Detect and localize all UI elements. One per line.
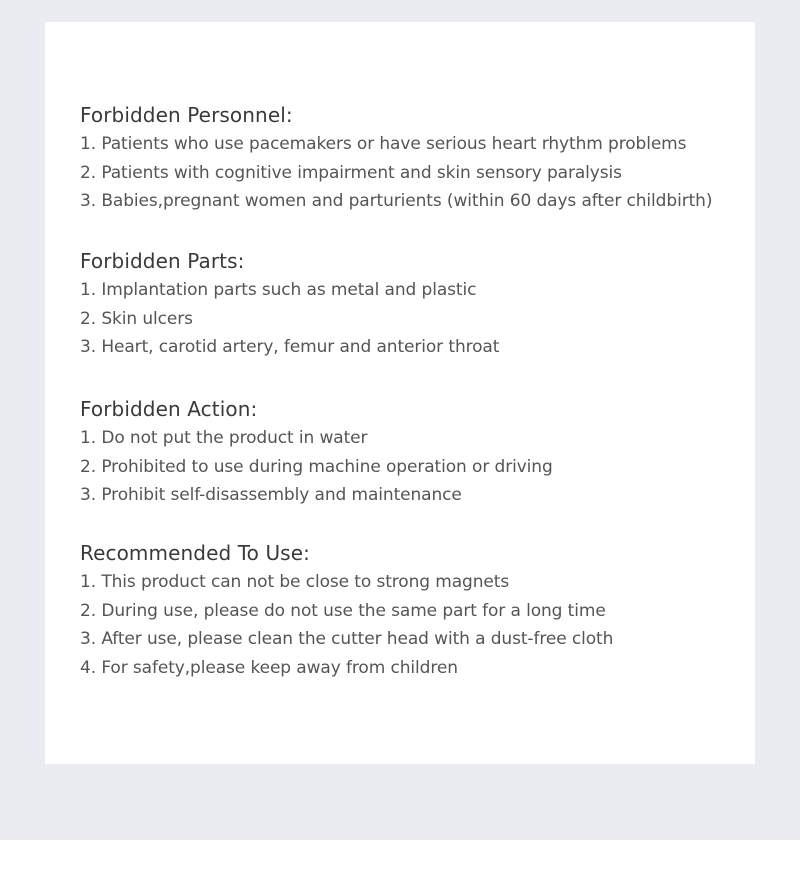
list-item: 3. Prohibit self-disassembly and maintenance: [80, 485, 462, 505]
list-item: 1. Do not put the product in water: [80, 428, 368, 448]
list-item: 1. Patients who use pacemakers or have serious heart rhythm problems: [80, 134, 687, 154]
list-item: 2. Patients with cognitive impairment and skin sensory paralysis: [80, 162, 622, 183]
list-item: 1. Implantation parts such as metal and plastic: [80, 280, 477, 300]
list-item: 3. After use, please clean the cutter head with a dust-free cloth: [80, 629, 614, 649]
section-forbidden-action: [80, 396, 740, 510]
section-title: Recommended To Use:: [80, 541, 310, 565]
instructions-card: [45, 22, 755, 764]
section-forbidden-personnel: [80, 102, 740, 216]
list-item: 3. Heart, carotid artery, femur and anterior throat: [80, 337, 500, 357]
list-item: 4. For safety,please keep away from children: [80, 657, 458, 678]
section-forbidden-parts: [80, 248, 740, 362]
section-title: Forbidden Action:: [80, 397, 258, 421]
list-item: 2. Prohibited to use during machine operation or driving: [80, 456, 553, 477]
list-item: 2. During use, please do not use the same part for a long time: [80, 600, 606, 621]
section-title: Forbidden Personnel:: [80, 103, 293, 127]
list-item: 2. Skin ulcers: [80, 308, 193, 329]
section-title: Forbidden Parts:: [80, 249, 245, 273]
list-item: 1. This product can not be close to strong magnets: [80, 572, 510, 592]
section-recommended-to-use: [80, 540, 740, 682]
list-item: 3. Babies,pregnant women and parturients (within 60 days after childbirth): [80, 191, 713, 211]
